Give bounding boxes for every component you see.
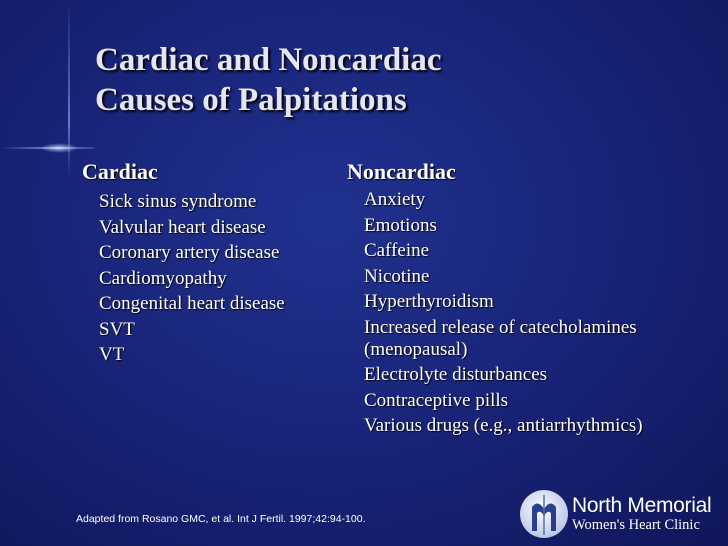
north-memorial-logo-mark-icon [518,487,570,541]
cardiac-list-item: Congenital heart disease [99,293,285,314]
cardiac-heading: Cardiac [82,159,158,184]
slide-title-line-2: Causes of Palpitations [95,82,407,118]
slide-title-line-1: Cardiac and Noncardiac [95,42,442,78]
noncardiac-list-item: Increased release of catecholamines (menopausal) [364,316,637,360]
cardiac-list-item: Cardiomyopathy [99,267,227,289]
cardiac-column [82,158,337,368]
north-memorial-logo [518,487,723,545]
slide-title [95,40,442,120]
cardiac-list-item: Coronary artery disease [99,242,280,263]
citation-footnote: Adapted from Rosano GMC, et al. Int J Fertil. 1997;42:94-100. [76,513,366,525]
cardiac-list-item: Sick sinus syndrome [99,191,257,212]
noncardiac-heading: Noncardiac [347,159,456,184]
noncardiac-list-item: Anxiety [364,189,426,210]
noncardiac-list-item: Hyperthyroidism [364,291,494,312]
cardiac-list-item: VT [99,344,125,365]
logo-subtitle: Women's Heart Clinic [572,517,700,533]
noncardiac-list [347,189,717,437]
cardiac-list [82,189,337,368]
logo-text [572,495,711,534]
noncardiac-list-item: Emotions [364,214,437,236]
logo-name: North Memorial [572,494,712,517]
noncardiac-list-item: Various drugs (e.g., antiarrhythmics) [364,415,643,436]
noncardiac-list-item: Contraceptive pills [364,389,509,411]
noncardiac-list-item: Electrolyte disturbances [364,364,548,385]
decorative-sparkle [40,143,78,153]
noncardiac-list-item: Caffeine [364,240,430,261]
noncardiac-column [347,158,717,441]
cardiac-list-item: Valvular heart disease [99,216,266,238]
noncardiac-list-item: Nicotine [364,265,430,287]
cardiac-list-item: SVT [99,318,135,340]
